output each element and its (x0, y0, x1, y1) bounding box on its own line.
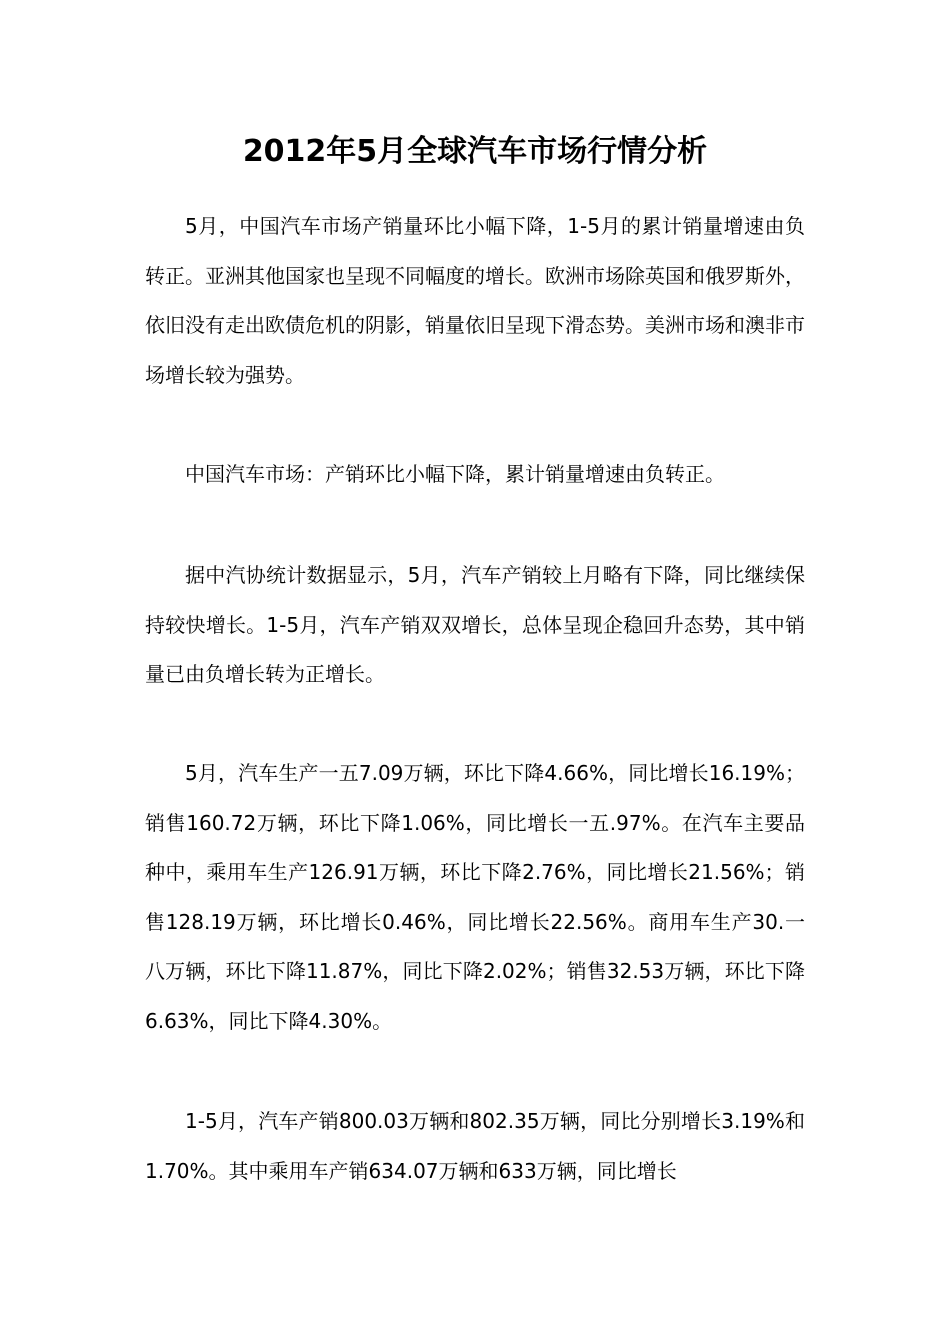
paragraph-jan-may-production-sales: 1-5月，汽车产销800.03万辆和802.35万辆，同比分别增长3.19%和1.70%。其中乘用车产销634.07万辆和633万辆，同比增长 (145, 1109, 805, 1183)
paragraph-market-overview: 5月，中国汽车市场产销量环比小幅下降，1-5月的累计销量增速由负转正。亚洲其他国家也呈现不同幅度的增长。欧洲市场除英国和俄罗斯外，依旧没有走出欧债危机的阴影，销量依旧呈现下滑态势。美洲市场和澳非市场增长较为强势。 (145, 214, 805, 387)
paragraph-china-market-heading: 中国汽车市场：产销环比小幅下降，累计销量增速由负转正。 (185, 462, 725, 486)
paragraph-may-production-sales: 5月，汽车生产一五7.09万辆，环比下降4.66%，同比增长16.19%；销售160.72万辆，环比下降1.06%，同比增长一五.97%。在汽车主要品种中，乘用车生产126.91万辆，环比下降2.76%，同比增长21.56%；销售128.19万辆，环比增长0.46%，同比增长22.56%。商用车生产30.一八万辆，环比下降11.87%，同比下降2.02%；销售32.53万辆，环比下降6.63%，同比下降4.30%。 (145, 761, 805, 1033)
document-title: 2012年5月全球汽车市场行情分析 (242, 134, 708, 169)
paragraph-caam-statistics: 据中汽协统计数据显示，5月，汽车产销较上月略有下降，同比继续保持较快增长。1-5月，汽车产销双双增长，总体呈现企稳回升态势，其中销量已由负增长转为正增长。 (145, 563, 805, 686)
